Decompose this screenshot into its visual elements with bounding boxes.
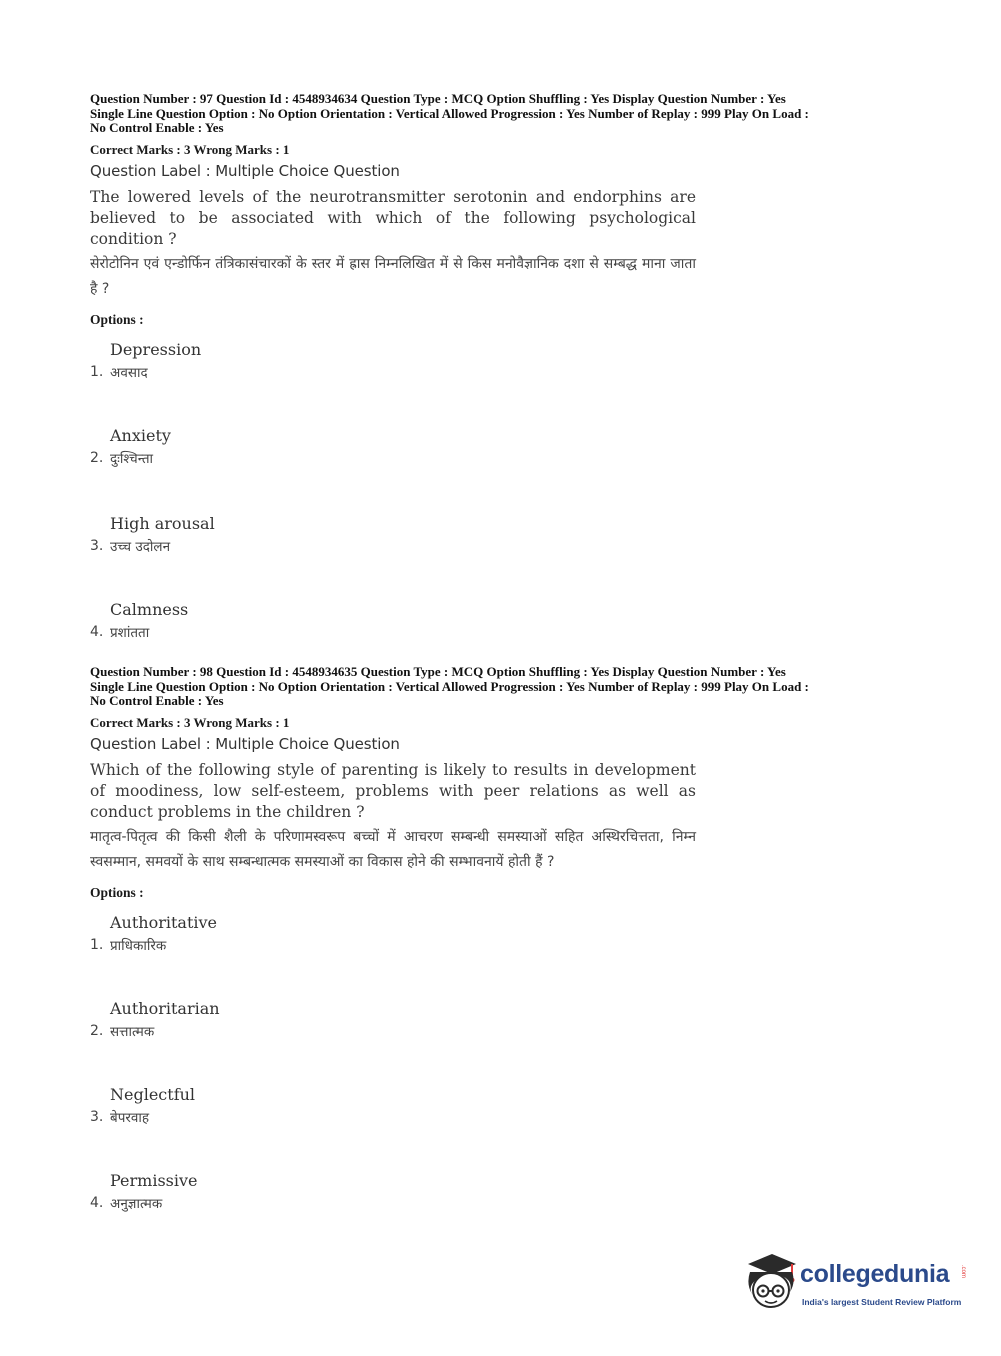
option-number: 4. bbox=[90, 623, 104, 640]
option-text-hindi: प्राधिकारिक bbox=[110, 937, 167, 954]
question-block-98 bbox=[90, 665, 920, 1215]
question-meta bbox=[90, 92, 920, 136]
logo-suffix: .com bbox=[960, 1265, 966, 1279]
option-1[interactable] bbox=[90, 911, 920, 957]
question-meta bbox=[90, 665, 920, 709]
collegedunia-logo[interactable] bbox=[742, 1250, 967, 1320]
spacer bbox=[90, 470, 920, 502]
option-text-hindi: अनुज्ञात्मक bbox=[110, 1195, 163, 1212]
option-text-hindi: दुःश्चिन्ता bbox=[110, 450, 154, 467]
option-2[interactable] bbox=[90, 424, 920, 470]
meta-line-3: No Control Enable : Yes bbox=[90, 693, 224, 708]
logo-wordmark: collegedunia bbox=[800, 1260, 950, 1288]
question-text-english: Which of the following style of parenting is likely to results in development of moodiness, low self-esteem, problems with peer relations as well as conduct problems in the children ? bbox=[90, 760, 696, 821]
option-1[interactable] bbox=[90, 338, 920, 384]
question-block-97 bbox=[90, 92, 920, 644]
meta-line-1: Question Number : 97 Question Id : 4548934634 Question Type : MCQ Option Shuffling : Yes Display Question Number : Yes bbox=[90, 91, 786, 106]
spacer bbox=[90, 384, 920, 414]
option-number: 1. bbox=[90, 936, 104, 953]
spacer bbox=[90, 558, 920, 588]
meta-line-3: No Control Enable : Yes bbox=[90, 120, 224, 135]
option-text-english: Neglectful bbox=[110, 1084, 196, 1104]
option-text-hindi: प्रशांतता bbox=[110, 624, 150, 641]
meta-line-1: Question Number : 98 Question Id : 4548934635 Question Type : MCQ Option Shuffling : Yes Display Question Number : Yes bbox=[90, 664, 786, 679]
question-marks: Correct Marks : 3 Wrong Marks : 1 bbox=[90, 714, 290, 730]
option-text-hindi: अवसाद bbox=[110, 364, 148, 381]
question-text-hindi: सेरोटोनिन एवं एन्डोर्फिन तंत्रिकासंचारकों के स्तर में ह्रास निम्नलिखित में से किस मनोवैज्ञानिक दशा से सम्बद्ध माना जाता है ? bbox=[90, 255, 696, 297]
question-label: Question Label : Multiple Choice Question bbox=[90, 161, 400, 180]
option-text-english: High arousal bbox=[110, 513, 215, 533]
option-number: 2. bbox=[90, 1022, 104, 1039]
question-label: Question Label : Multiple Choice Question bbox=[90, 734, 400, 753]
option-number: 4. bbox=[90, 1194, 104, 1211]
option-number: 3. bbox=[90, 1108, 104, 1125]
option-text-english: Depression bbox=[110, 339, 202, 359]
option-text-english: Permissive bbox=[110, 1170, 198, 1190]
question-text-english: The lowered levels of the neurotransmitter serotonin and endorphins are believed to be associated with which of the following psychological condition ? bbox=[90, 187, 696, 248]
option-2[interactable] bbox=[90, 997, 920, 1043]
option-number: 2. bbox=[90, 449, 104, 466]
meta-line-2: Single Line Question Option : No Option Orientation : Vertical Allowed Progression : Yes Number of Replay : 999 Play On Load : bbox=[90, 105, 809, 121]
spacer bbox=[90, 957, 920, 987]
option-3[interactable] bbox=[90, 512, 920, 558]
options-heading: Options : bbox=[90, 311, 144, 327]
option-text-english: Calmness bbox=[110, 599, 189, 619]
mascot-icon bbox=[742, 1250, 800, 1310]
option-text-hindi: बेपरवाह bbox=[110, 1109, 150, 1126]
logo-tagline: India's largest Student Review Platform bbox=[802, 1297, 962, 1307]
meta-line-2: Single Line Question Option : No Option Orientation : Vertical Allowed Progression : Yes Number of Replay : 999 Play On Load : bbox=[90, 678, 809, 694]
option-text-english: Anxiety bbox=[110, 425, 171, 445]
option-4[interactable] bbox=[90, 598, 920, 644]
option-number: 3. bbox=[90, 537, 104, 554]
option-4[interactable] bbox=[90, 1169, 920, 1215]
option-text-english: Authoritative bbox=[110, 912, 218, 932]
option-text-english: Authoritarian bbox=[110, 998, 220, 1018]
option-text-hindi: सत्तात्मक bbox=[110, 1023, 155, 1040]
option-3[interactable] bbox=[90, 1083, 920, 1129]
option-number: 1. bbox=[90, 363, 104, 380]
question-marks: Correct Marks : 3 Wrong Marks : 1 bbox=[90, 141, 290, 157]
options-heading: Options : bbox=[90, 884, 144, 900]
question-text-hindi: मातृत्व-पितृत्व की किसी शैली के परिणामस्वरूप बच्चों में आचरण सम्बन्धी समस्याओं सहित अस्थिरचित्तता, निम्न स्वसम्मान, समवयों के साथ सम्बन्धात्मक समस्याओं का विकास होने की सम्भावनायें होती हैं ? bbox=[90, 828, 696, 870]
option-text-hindi: उच्च उदोलन bbox=[110, 538, 171, 555]
spacer bbox=[90, 1043, 920, 1073]
spacer bbox=[90, 1129, 920, 1159]
